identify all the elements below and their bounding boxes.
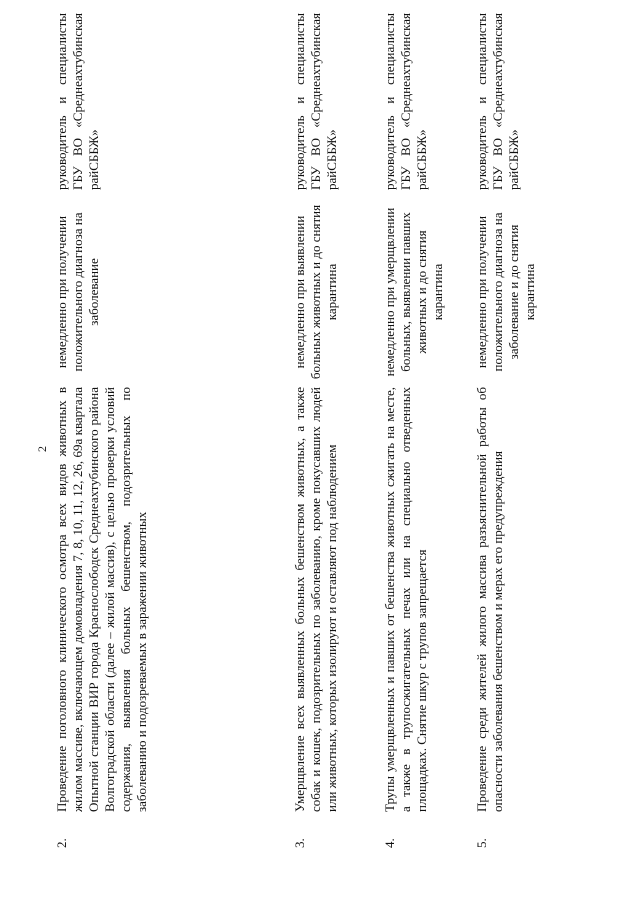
responsible-text: руководитель и специалисты ГБУ ВО «Среднеахтубинская райСББЖ» bbox=[382, 13, 429, 190]
responsible-text: руководитель и специалисты ГБУ ВО «Среднеахтубинская райСББЖ» bbox=[292, 13, 339, 190]
table-row bbox=[474, 10, 552, 851]
page-number: 2 bbox=[35, 446, 49, 452]
row-number: 5. bbox=[474, 838, 489, 848]
measure-text: Трупы умерщвленных и павших от бешенства животных сжигать на месте, а также в трупосжигательных печах или на специально отведенных площадках. Снятие шкур с трупов запрещается bbox=[382, 387, 429, 812]
row-number: 2. bbox=[54, 838, 69, 848]
measures-table bbox=[54, 10, 552, 851]
table-row bbox=[292, 10, 382, 851]
row-number: 3. bbox=[292, 838, 307, 848]
responsible-text: руководитель и специалисты ГБУ ВО «Среднеахтубинская райСББЖ» bbox=[474, 13, 521, 190]
deadline-text: немедленно при умерщвлении больных, выявлении павших животных и до снятия карантина bbox=[382, 207, 445, 377]
table-row bbox=[54, 10, 292, 851]
deadline-text: немедленно при получении положительного диагноза на заболевание и до снятия карантина bbox=[474, 212, 537, 372]
row-number: 4. bbox=[382, 838, 397, 848]
measure-text: Проведение поголовного клинического осмотра всех видов животных в жилом массиве, включающем домовладения 7, 8, 10, 11, 12, 26, 69а квартала Опытной станции ВИР города Краснослободск Среднеахтубинского района Волгоградской области (далее – жилой массив), с целью проверки условий содержания, выявления больных бешенством, подозрительных по заболеванию и подозреваемых в заражении животных bbox=[54, 387, 149, 812]
measure-text: Умерщвление всех выявленных больных бешенством животных, а также собак и кошек, подозрительных по заболеванию, кроме покусавших людей или животных, которых изолируют и оставляют под наблюдением bbox=[292, 387, 339, 812]
deadline-text: немедленно при получении положительного диагноза на заболевание bbox=[54, 212, 101, 372]
measure-text: Проведение среди жителей жилого массива разъяснительной работы об опасности заболевания бешенством и мерах его предупреждения bbox=[474, 387, 505, 812]
responsible-text: руководитель и специалисты ГБУ ВО «Среднеахтубинская райСББЖ» bbox=[54, 13, 101, 190]
measures-table-rotated bbox=[54, 13, 574, 851]
table-row bbox=[382, 10, 474, 851]
deadline-text: немедленно при выявлении больных животных и до снятия карантина bbox=[292, 204, 339, 380]
